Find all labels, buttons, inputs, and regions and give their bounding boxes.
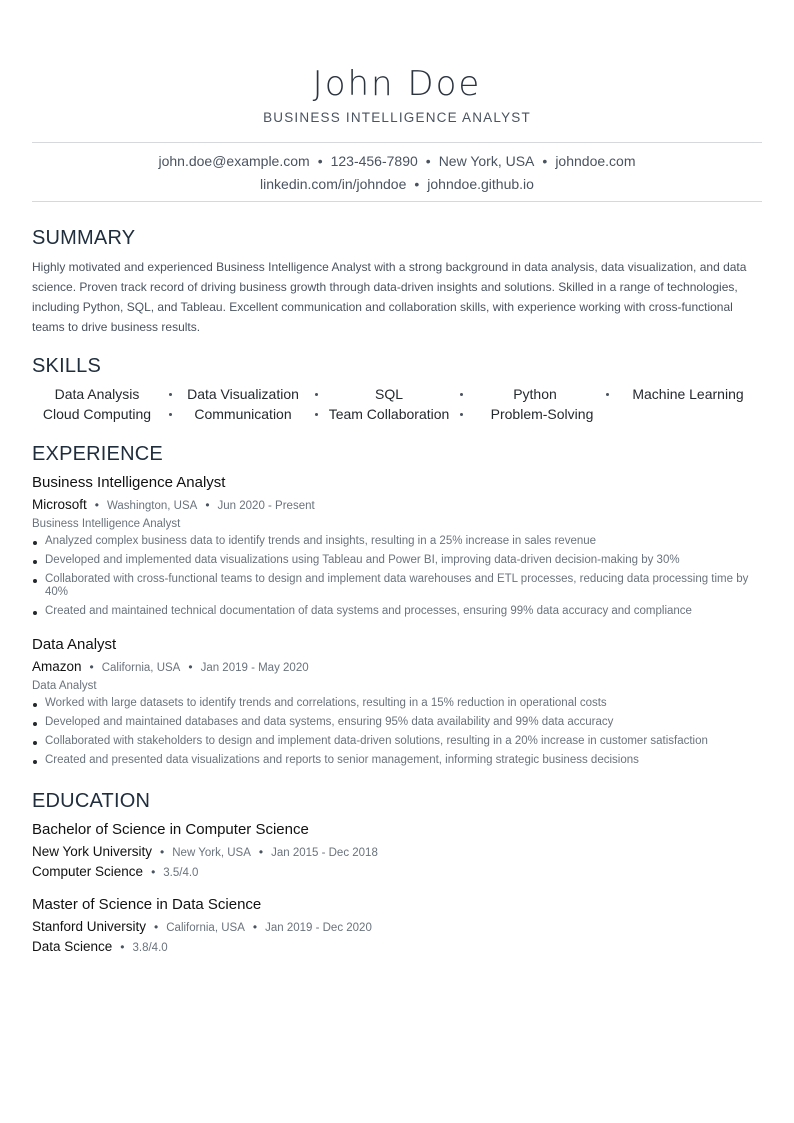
skill-item: Cloud Computing [42,406,152,422]
bullet-text: Worked with large datasets to identify trends and correlations, resulting in a 15% reduction in operational costs [45,697,607,709]
degree-field-line [32,864,198,881]
job-role: Data Analyst [32,680,97,692]
skill-item: Problem-Solving [490,406,594,422]
degree-title: Bachelor of Science in Computer Science [32,821,309,838]
meta-separator: • [120,940,125,954]
bullet-marker [33,579,37,583]
bullet-text: Created and maintained technical documentation of data systems and processes, ensuring 99% data accuracy and compliance [45,605,692,617]
meta-separator: • [205,498,210,512]
degree-school: New York University [32,844,153,859]
bullet-marker [33,722,37,726]
bullet-marker [33,760,37,764]
candidate-name: John Doe [312,64,482,104]
header-divider-top [32,142,762,143]
header-divider-bottom [32,201,762,202]
job-location: Washington, USA [106,500,198,512]
degree-location: California, USA [166,922,245,934]
degree-school: Stanford University [32,919,147,934]
contact-line-secondary [32,175,762,193]
job-location: California, USA [101,662,181,674]
skill-item: Team Collaboration [328,406,450,422]
skill-item: Data Visualization [187,386,299,402]
contact-separator: • [317,153,323,169]
meta-separator: • [151,865,156,879]
degree-dates: Jan 2015 - Dec 2018 [271,847,378,859]
skill-item: Data Analysis [54,386,140,402]
job-company: Microsoft [32,497,87,512]
summary-text: Highly motivated and experienced Business Intelligence Analyst with a strong background in data analysis, data visualization, and data science. Proven track record of driving business growth through data-driven insights and solutions. Skilled in a range of technologies, including Python, SQL, and Tableau. Excellent communication and collaboration skills, with experience working with cross-functional teams to drive business results. [32,260,747,334]
contact-linkedin[interactable]: linkedin.com/in/johndoe [260,176,407,192]
candidate-title: BUSINESS INTELLIGENCE ANALYST [263,110,531,125]
degree-field-line [32,939,168,956]
degree-gpa: 3.5/4.0 [163,867,199,879]
skill-item: Python [513,386,557,402]
bullet-text: Analyzed complex business data to identify trends and insights, resulting in a 25% increase in sales revenue [45,535,597,547]
education-heading: EDUCATION [32,790,151,812]
meta-separator: • [160,845,165,859]
skill-separator [460,413,463,416]
skill-separator [169,413,172,416]
degree-dates: Jan 2019 - Dec 2020 [265,922,372,934]
contact-separator: • [425,153,431,169]
bullet-text: Developed and implemented data visualizations using Tableau and Power BI, improving data-driven decision-making by 30% [45,554,680,566]
experience-heading: EXPERIENCE [32,443,163,465]
job-company: Amazon [32,659,82,674]
job-title: Data Analyst [32,636,117,653]
degree-title: Master of Science in Data Science [32,896,262,913]
contact-separator: • [542,153,548,169]
skill-item: Communication [194,406,292,422]
skills-heading: SKILLS [32,355,102,377]
skill-separator [315,413,318,416]
bullet-marker [33,611,37,615]
contact-line-primary [32,152,762,170]
job-meta [32,497,315,514]
meta-separator: • [188,660,193,674]
job-dates: Jan 2019 - May 2020 [200,662,309,674]
degree-meta [32,844,378,861]
degree-gpa: 3.8/4.0 [132,942,168,954]
skill-separator [460,393,463,396]
degree-meta [32,919,372,936]
contact-website[interactable]: johndoe.com [555,153,636,169]
bullet-text: Collaborated with cross-functional teams to design and implement data warehouses and ETL processes, reducing data processing time by 40% [45,573,749,598]
meta-separator: • [89,660,94,674]
job-dates: Jun 2020 - Present [217,500,315,512]
degree-field: Computer Science [32,864,144,879]
contact-phone[interactable]: 123-456-7890 [330,153,418,169]
skill-separator [169,393,172,396]
contact-email[interactable]: john.doe@example.com [158,153,310,169]
meta-separator: • [258,845,264,859]
job-role: Business Intelligence Analyst [32,518,181,530]
skill-separator [315,393,318,396]
contact-github[interactable]: johndoe.github.io [427,176,534,192]
bullet-text: Collaborated with stakeholders to design and implement data-driven solutions, resulting in a 20% increase in customer satisfaction [45,735,708,747]
skill-separator [606,393,609,396]
job-title: Business Intelligence Analyst [32,474,226,491]
contact-location: New York, USA [438,153,535,169]
bullet-text: Created and presented data visualizations and reports to senior management, informing strategic business decisions [45,754,639,766]
skill-item: Machine Learning [632,386,744,402]
bullet-marker [33,541,37,545]
bullet-marker [33,560,37,564]
meta-separator: • [94,498,99,512]
job-meta [32,659,309,676]
meta-separator: • [154,920,159,934]
summary-heading: SUMMARY [32,227,136,249]
bullet-marker [33,741,37,745]
degree-field: Data Science [32,939,113,954]
meta-separator: • [252,920,258,934]
bullet-text: Developed and maintained databases and data systems, ensuring 95% data availability and 99% data accuracy [45,716,614,728]
contact-separator: • [414,176,420,192]
skill-item: SQL [374,386,403,402]
degree-location: New York, USA [172,847,251,859]
bullet-marker [33,703,37,707]
